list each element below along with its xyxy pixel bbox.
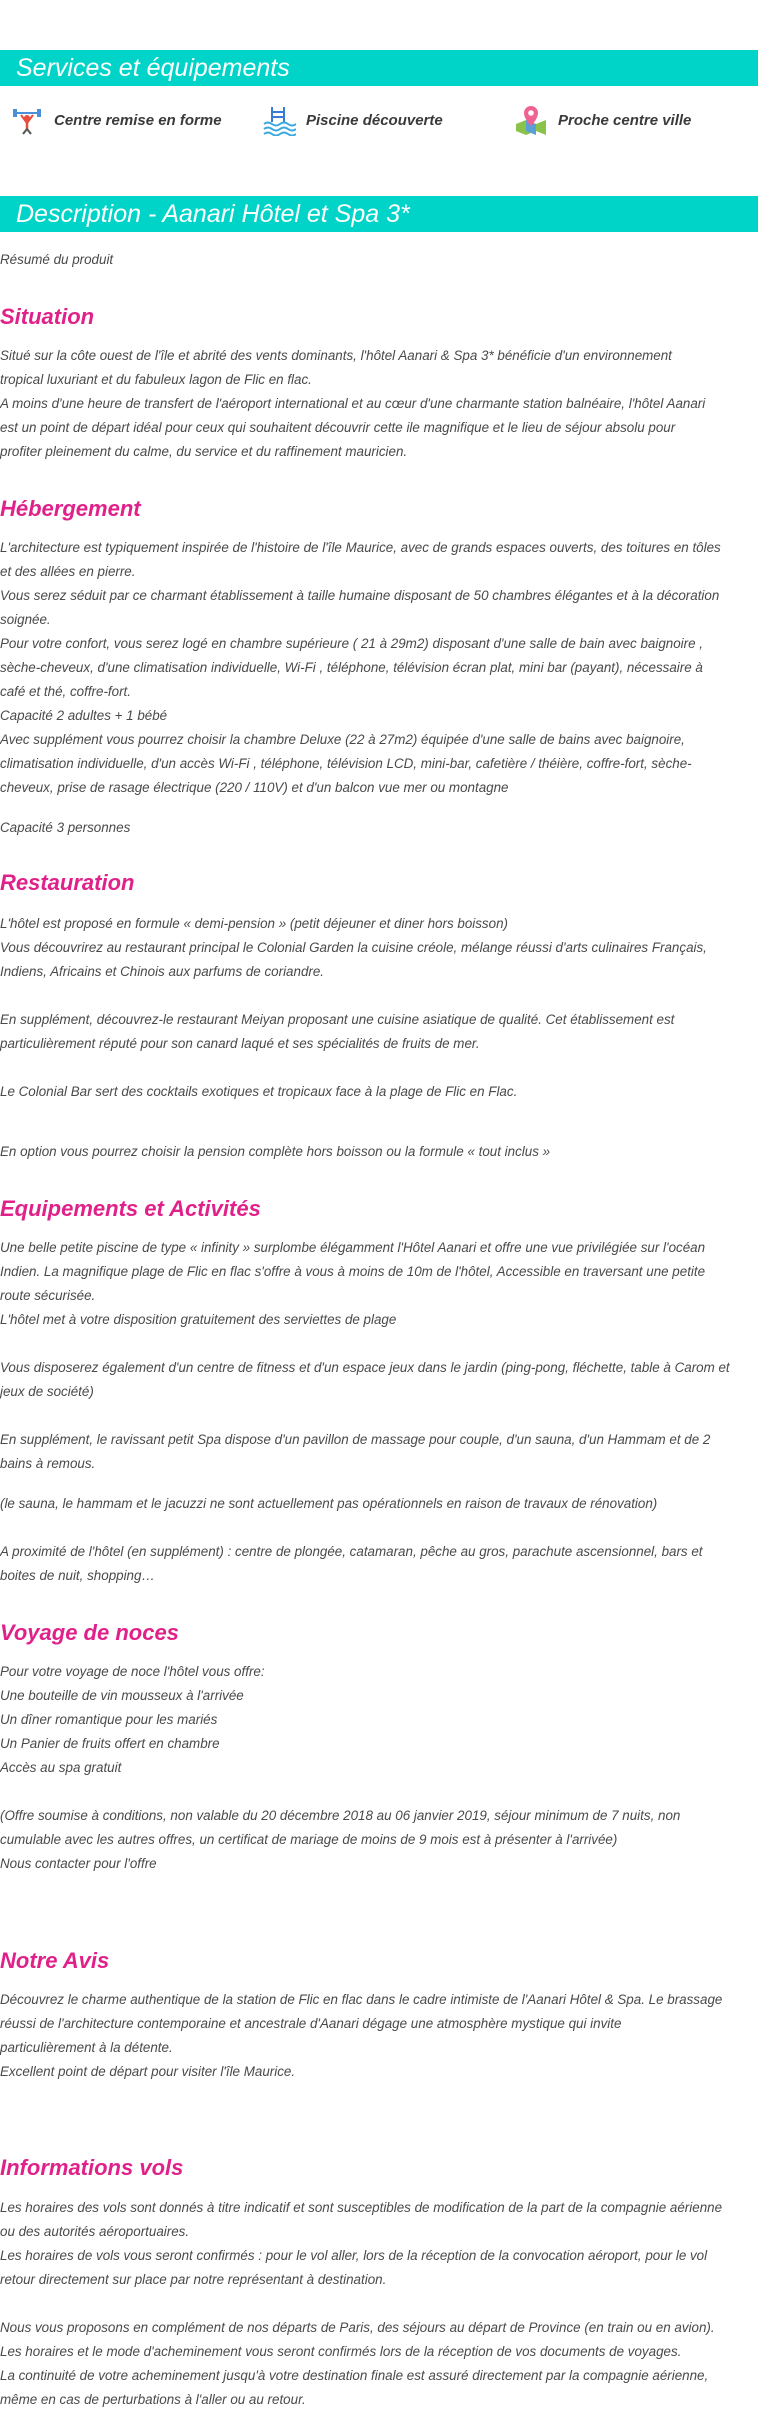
paragraph-line: tropical luxuriant et du fabuleux lagon de Flic en flac. [0, 372, 312, 387]
amenity-fitness [10, 104, 222, 136]
amenity-city-center [514, 104, 691, 136]
paragraph-line: Nous vous proposons en complément de nos départs de Paris, des séjours au départ de Province (en train ou en avion). [0, 2320, 715, 2335]
paragraph-line: Une bouteille de vin mousseux à l'arrivée [0, 1688, 244, 1703]
paragraph-line: bains à remous. [0, 1456, 96, 1471]
paragraph-line: Excellent point de départ pour visiter l'île Maurice. [0, 2064, 296, 2079]
paragraph-line: Accès au spa gratuit [0, 1760, 122, 1775]
section-heading-restauration: Restauration [0, 870, 135, 895]
paragraph-line: café et thé, coffre-fort. [0, 684, 131, 699]
section-heading-hebergement: Hébergement [0, 496, 141, 521]
amenities-list [0, 104, 758, 136]
paragraph-line: profiter pleinement du calme, du service et du raffinement mauricien. [0, 444, 408, 459]
paragraph-line: A moins d'une heure de transfert de l'aéroport international et au cœur d'une charmante station balnéaire, l'hôtel Aanari [0, 396, 706, 411]
paragraph-line: Indien. La magnifique plage de Flic en flac s'offre à vous à moins de 10m de l'hôtel, Accessible en traversant une petite [0, 1264, 706, 1279]
paragraph-line: route sécurisée. [0, 1288, 96, 1303]
product-summary: Résumé du produit [0, 252, 114, 267]
paragraph-line: Pour votre voyage de noce l'hôtel vous offre: [0, 1664, 265, 1679]
paragraph-line: En supplément, le ravissant petit Spa dispose d'un pavillon de massage pour couple, d'un sauna, d'un Hammam et de 2 [0, 1432, 711, 1447]
paragraph-line: Situé sur la côte ouest de l'île et abrité des vents dominants, l'hôtel Aanari & Spa 3* bénéficie d'un environnement [0, 348, 672, 363]
paragraph-line: En option vous pourrez choisir la pension complète hors boisson ou la formule « tout inclus » [0, 1144, 551, 1159]
paragraph-line: Pour votre confort, vous serez logé en chambre supérieure ( 21 à 29m2) disposant d'une salle de bain avec baignoire , [0, 636, 704, 651]
paragraph-line: (Offre soumise à conditions, non valable du 20 décembre 2018 au 06 janvier 2019, séjour minimum de 7 nuits, non [0, 1808, 681, 1823]
paragraph-line: A proximité de l'hôtel (en supplément) : centre de plongée, catamaran, pêche au gros, parachute ascensionnel, bars et [0, 1544, 703, 1559]
paragraph-line: Capacité 2 adultes + 1 bébé [0, 708, 168, 723]
paragraph-line: est un point de départ idéal pour ceux qui souhaitent découvrir cette ile magnifique et le lieu de séjour absolu pour [0, 420, 676, 435]
paragraph-line: particulièrement à la détente. [0, 2040, 173, 2055]
paragraph-line: même en cas de perturbations à l'aller ou au retour. [0, 2392, 306, 2407]
paragraph-line: Les horaires des vols sont donnés à titre indicatif et sont susceptibles de modification de la part de la compagnie aérienne [0, 2200, 723, 2215]
map-pin-icon [514, 104, 548, 136]
section-heading-voyage-de-noces: Voyage de noces [0, 1620, 179, 1645]
paragraph-line: jeux de société) [0, 1384, 94, 1399]
paragraph-line: boites de nuit, shopping… [0, 1568, 155, 1583]
paragraph-line: sèche-cheveux, d'une climatisation individuelle, Wi-Fi , téléphone, télévision écran plat, mini bar (payant), nécessaire à [0, 660, 703, 675]
paragraph-line: cumulable avec les autres offres, un certificat de mariage de moins de 9 mois est à présenter à l'arrivée) [0, 1832, 618, 1847]
amenity-label: Piscine découverte [306, 111, 443, 129]
paragraph-line: Les horaires de vols vous seront confirmés : pour le vol aller, lors de la réception de la convocation aéroport, pour le vol [0, 2248, 708, 2263]
paragraph-line: Nous contacter pour l'offre [0, 1856, 157, 1871]
section-heading-informations-vols: Informations vols [0, 2155, 184, 2180]
services-header: Services et équipements [0, 50, 758, 86]
paragraph-line: L'hôtel est proposé en formule « demi-pension » (petit déjeuner et diner hors boisson) [0, 916, 508, 931]
paragraph-line: (le sauna, le hammam et le jacuzzi ne sont actuellement pas opérationnels en raison de travaux de rénovation) [0, 1496, 658, 1511]
paragraph-line: La continuité de votre acheminement jusqu'à votre destination finale est assuré directement par la compagnie aérienne, [0, 2368, 709, 2383]
paragraph-line: Indiens, Africains et Chinois aux parfums de coriandre. [0, 964, 325, 979]
pool-icon [262, 104, 296, 136]
paragraph-line: soignée. [0, 612, 51, 627]
paragraph-line: Avec supplément vous pourrez choisir la chambre Deluxe (22 à 27m2) équipée d'une salle de bains avec baignoire, [0, 732, 685, 747]
section-heading-notre-avis: Notre Avis [0, 1948, 110, 1973]
paragraph-line: Un dîner romantique pour les mariés [0, 1712, 218, 1727]
paragraph-line: particulièrement réputé pour son canard laqué et ses spécialités de fruits de mer. [0, 1036, 480, 1051]
paragraph-line: réussi de l'architecture contemporaine et ancestrale d'Aanari dégage une atmosphère mystique qui invite [0, 2016, 622, 2031]
description-header: Description - Aanari Hôtel et Spa 3* [0, 196, 758, 232]
paragraph-line: Découvrez le charme authentique de la station de Flic en flac dans le cadre intimiste de l'Aanari Hôtel & Spa. Le brassage [0, 1992, 723, 2007]
paragraph-line: Capacité 3 personnes [0, 820, 131, 835]
amenity-label: Proche centre ville [558, 111, 692, 129]
paragraph-line: En supplément, découvrez-le restaurant Meiyan proposant une cuisine asiatique de qualité. Cet établissement est [0, 1012, 675, 1027]
paragraph-line: Vous serez séduit par ce charmant établissement à taille humaine disposant de 50 chambres élégantes et à la décoration [0, 588, 720, 603]
paragraph-line: Le Colonial Bar sert des cocktails exotiques et tropicaux face à la plage de Flic en Flac. [0, 1084, 518, 1099]
section-heading-situation: Situation [0, 304, 95, 329]
paragraph-line: Les horaires et le mode d'acheminement vous seront confirmés lors de la réception de vos documents de voyages. [0, 2344, 682, 2359]
paragraph-line: et des allées en pierre. [0, 564, 136, 579]
fitness-icon [10, 104, 44, 136]
paragraph-line: Un Panier de fruits offert en chambre [0, 1736, 220, 1751]
amenity-pool [262, 104, 443, 136]
paragraph-line: L'hôtel met à votre disposition gratuitement des serviettes de plage [0, 1312, 397, 1327]
paragraph-line: ou des autorités aéroportuaires. [0, 2224, 190, 2239]
paragraph-line: cheveux, prise de rasage électrique (220 / 110V) et d'un balcon vue mer ou montagne [0, 780, 509, 795]
amenity-label: Centre remise en forme [54, 111, 222, 129]
section-heading-equipements: Equipements et Activités [0, 1196, 261, 1221]
paragraph-line: Vous disposerez également d'un centre de fitness et d'un espace jeux dans le jardin (ping-pong, fléchette, table à Carom et [0, 1360, 730, 1375]
paragraph-line: Une belle petite piscine de type « infinity » surplombe élégamment l'Hôtel Aanari et offre une vue privilégiée sur l'océan [0, 1240, 706, 1255]
paragraph-line: retour directement sur place par notre représentant à destination. [0, 2272, 387, 2287]
paragraph-line: climatisation individuelle, d'un accès Wi-Fi , téléphone, télévision LCD, mini-bar, cafetière / théière, coffre-fort, sèche- [0, 756, 692, 771]
paragraph-line: Vous découvrirez au restaurant principal le Colonial Garden la cuisine créole, mélange réussi d'arts culinaires Français, [0, 940, 707, 955]
paragraph-line: L'architecture est typiquement inspirée de l'histoire de l'île Maurice, avec de grands espaces ouverts, des toitures en tôles [0, 540, 721, 555]
